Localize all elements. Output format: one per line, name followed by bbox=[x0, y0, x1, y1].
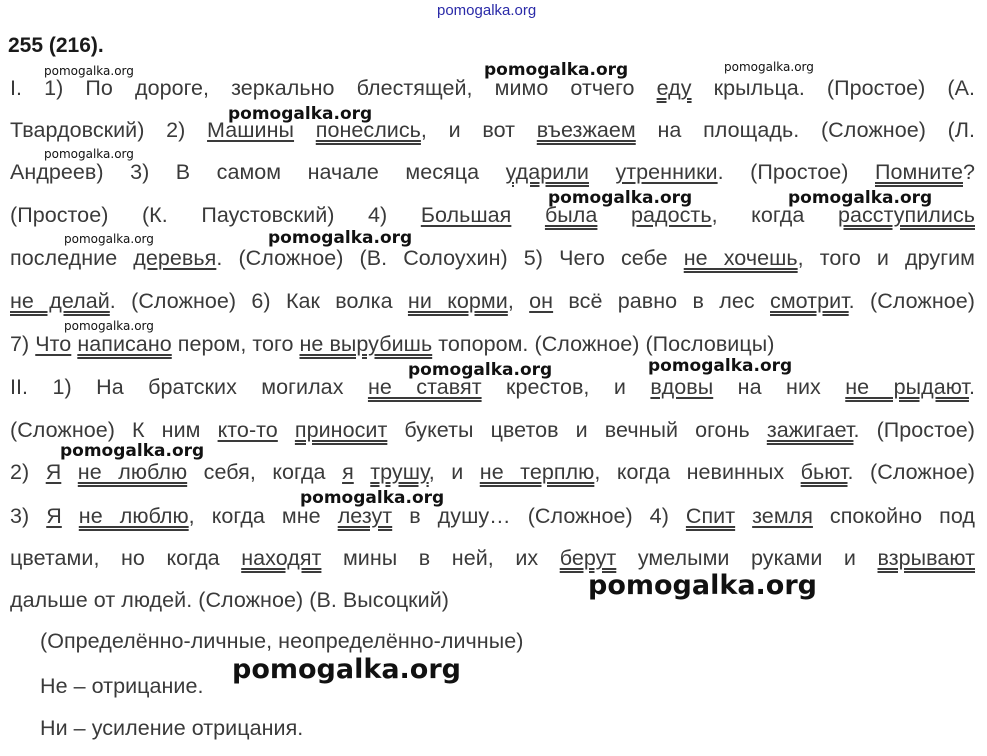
text-line-16 bbox=[40, 714, 303, 742]
watermark: pomogalka.org bbox=[484, 60, 629, 80]
text-segment: II. 1) На братских могилах bbox=[10, 375, 368, 399]
task-number: 255 (216). bbox=[8, 34, 104, 57]
text-segment: мины в ней, их bbox=[321, 546, 560, 570]
subject-underlined: Я bbox=[45, 460, 62, 484]
subject-underlined: Я bbox=[46, 504, 62, 528]
predicate-underlined: не делай bbox=[10, 289, 110, 313]
subject-underlined: Большая bbox=[420, 203, 512, 227]
predicate-underlined: трушу bbox=[370, 460, 429, 484]
predicate-underlined: смотрит bbox=[770, 289, 849, 313]
predicate-underlined: написано bbox=[77, 332, 172, 356]
text-segment: всё равно в лес bbox=[553, 289, 771, 313]
watermark: pomogalka.org bbox=[64, 232, 154, 246]
text-segment: . (Простое) bbox=[853, 418, 975, 442]
text-segment: , того и другим bbox=[797, 246, 976, 270]
text-segment bbox=[354, 460, 371, 484]
text-line-11 bbox=[10, 502, 975, 530]
text-segment: топором. (Сложное) (Пословицы) bbox=[432, 332, 775, 356]
predicate-underlined: приносит bbox=[294, 418, 388, 442]
text-segment: на них bbox=[713, 375, 846, 399]
watermark: pomogalka.org bbox=[548, 188, 693, 208]
text-segment: . bbox=[968, 375, 975, 399]
text-line-7 bbox=[10, 330, 975, 358]
text-segment: последние bbox=[10, 246, 134, 270]
text-segment: Андреев) 3) В самом начале месяца bbox=[10, 160, 506, 184]
predicate-underlined: ни корми bbox=[407, 289, 508, 313]
text-segment: . (Простое) bbox=[717, 160, 875, 184]
watermark: pomogalka.org bbox=[60, 441, 205, 461]
text-segment: . (Сложное) (В. Солоухин) 5) Чего себе bbox=[216, 246, 684, 270]
text-segment: дальше от людей. (Сложное) (В. Высоцкий) bbox=[10, 588, 449, 612]
text-segment: (Определённо-личные, неопределённо-личные) bbox=[40, 629, 524, 653]
subject-underlined: деревья bbox=[133, 246, 217, 270]
predicate-underlined: ударили bbox=[505, 160, 589, 184]
predicate-underlined: не ставят bbox=[367, 375, 482, 399]
text-segment: , bbox=[507, 289, 530, 313]
text-line-10 bbox=[10, 458, 975, 486]
text-segment bbox=[62, 504, 79, 528]
predicate-underlined: расступились bbox=[837, 203, 975, 227]
predicate-underlined: не хочешь bbox=[683, 246, 798, 270]
text-segment: крыльца. (Простое) (А. bbox=[691, 76, 976, 100]
text-segment: умелыми руками и bbox=[616, 546, 878, 570]
watermark: pomogalka.org bbox=[64, 319, 154, 333]
text-segment: пером, того bbox=[171, 332, 300, 356]
predicate-underlined: берут bbox=[559, 546, 617, 570]
text-segment bbox=[278, 418, 295, 442]
text-segment: себя, когда bbox=[187, 460, 343, 484]
predicate-underlined: Помните bbox=[875, 160, 963, 184]
subject-underlined: радость bbox=[631, 203, 712, 227]
predicate-underlined: взрывают bbox=[877, 546, 976, 570]
text-segment: Не – отрицание. bbox=[40, 674, 204, 698]
watermark: pomogalka.org bbox=[44, 147, 134, 161]
text-line-13 bbox=[10, 586, 975, 614]
text-segment: Ни – усиление отрицания. bbox=[40, 716, 304, 740]
predicate-underlined: Спит bbox=[685, 504, 736, 528]
text-segment: . (Сложное) bbox=[848, 289, 975, 313]
text-segment: . (Сложное) 6) Как волка bbox=[109, 289, 408, 313]
text-line-12 bbox=[10, 544, 975, 572]
predicate-underlined: понеслись bbox=[315, 118, 421, 142]
text-segment: . (Сложное) bbox=[847, 460, 975, 484]
predicate-underlined: зажигает bbox=[766, 418, 854, 442]
subject-underlined: Машины bbox=[207, 118, 295, 142]
predicate-underlined: не вырубишь bbox=[299, 332, 433, 356]
predicate-underlined: не люблю bbox=[77, 460, 188, 484]
subject-underlined: я bbox=[342, 460, 354, 484]
text-line-14 bbox=[40, 627, 523, 655]
text-segment bbox=[511, 203, 545, 227]
text-segment bbox=[589, 160, 615, 184]
text-segment: спокойно под bbox=[812, 504, 975, 528]
text-segment: , когда невинных bbox=[594, 460, 801, 484]
predicate-underlined: не люблю bbox=[78, 504, 189, 528]
text-segment: 3) bbox=[10, 504, 47, 528]
predicate-underlined: лезут bbox=[337, 504, 393, 528]
predicate-underlined: еду bbox=[656, 76, 692, 100]
text-segment: (Простое) (К. Паустовский) 4) bbox=[10, 203, 421, 227]
text-segment: Твардовский) 2) bbox=[10, 118, 208, 142]
text-segment: крестов, и bbox=[481, 375, 651, 399]
watermark-large: pomogalka.org bbox=[588, 570, 817, 601]
predicate-underlined: въезжаем bbox=[536, 118, 636, 142]
predicate-underlined: не терплю bbox=[479, 460, 595, 484]
subject-underlined: земля bbox=[752, 504, 813, 528]
subject-underlined: утренники bbox=[615, 160, 718, 184]
text-line-2 bbox=[10, 116, 975, 144]
watermark: pomogalka.org bbox=[408, 360, 553, 380]
text-segment: цветами, но когда bbox=[10, 546, 242, 570]
text-segment bbox=[61, 460, 78, 484]
text-segment: ? bbox=[963, 160, 976, 184]
watermark: pomogalka.org bbox=[300, 488, 445, 508]
text-segment: 2) bbox=[10, 460, 46, 484]
text-line-15 bbox=[40, 672, 204, 700]
watermark-large: pomogalka.org bbox=[232, 654, 461, 685]
text-segment bbox=[735, 504, 752, 528]
watermark-top: pomogalka.org bbox=[437, 2, 537, 19]
text-segment: (Сложное) К ним bbox=[10, 418, 218, 442]
predicate-underlined: не рыдают bbox=[845, 375, 969, 399]
watermark: pomogalka.org bbox=[648, 356, 793, 376]
subject-underlined: кто-то bbox=[217, 418, 278, 442]
text-segment: 7) bbox=[10, 332, 36, 356]
subject-underlined: он bbox=[529, 289, 554, 313]
watermark: pomogalka.org bbox=[788, 188, 933, 208]
watermark: pomogalka.org bbox=[268, 228, 413, 248]
text-line-5 bbox=[10, 244, 975, 272]
watermark: pomogalka.org bbox=[228, 104, 373, 124]
predicate-underlined: бьют bbox=[800, 460, 848, 484]
watermark: pomogalka.org bbox=[724, 60, 814, 74]
text-segment: , когда bbox=[711, 203, 838, 227]
text-segment: на площадь. (Сложное) (Л. bbox=[635, 118, 976, 142]
predicate-underlined: находят bbox=[241, 546, 322, 570]
watermark: pomogalka.org bbox=[44, 64, 134, 78]
text-line-6 bbox=[10, 287, 975, 315]
subject-underlined: вдовы bbox=[650, 375, 714, 399]
text-line-9 bbox=[10, 416, 975, 444]
text-segment: букеты цветов и вечный огонь bbox=[387, 418, 767, 442]
predicate-underlined: была bbox=[544, 203, 598, 227]
text-segment: в душу… (Сложное) 4) bbox=[392, 504, 686, 528]
text-segment: I. 1) По дороге, зеркально блестящей, мимо отчего bbox=[10, 76, 657, 100]
text-line-3 bbox=[10, 158, 975, 186]
text-segment: , когда мне bbox=[188, 504, 338, 528]
subject-underlined: Что bbox=[35, 332, 72, 356]
text-segment: , и bbox=[428, 460, 480, 484]
text-segment: , и вот bbox=[420, 118, 537, 142]
